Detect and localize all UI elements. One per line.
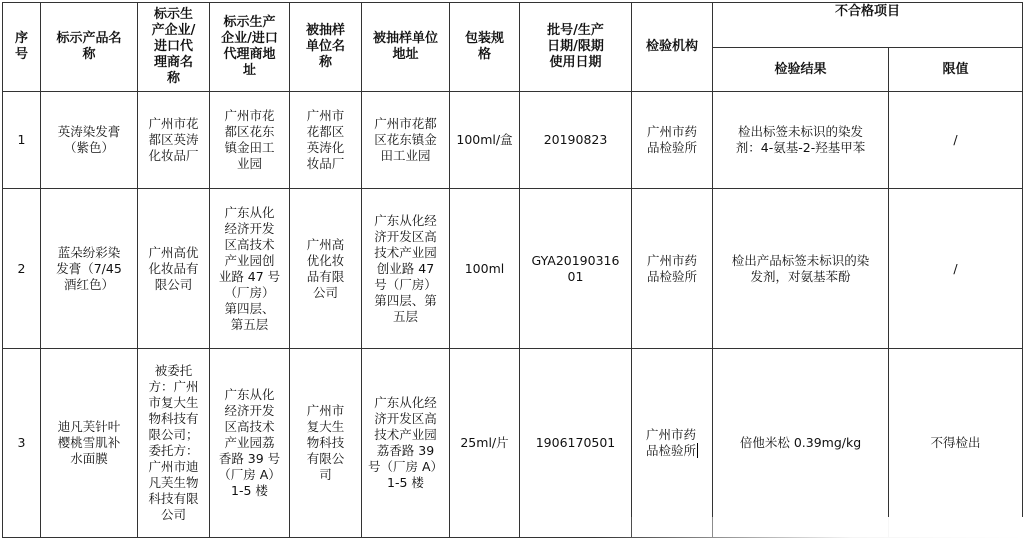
header-limit: 限值	[889, 48, 1023, 92]
table-row	[3, 349, 1023, 538]
header-result: 检验结果	[713, 48, 889, 92]
seq-cell: 3	[3, 349, 41, 538]
seq-cell: 2	[3, 189, 41, 349]
batch-date-cell: 1906170501	[520, 349, 632, 538]
header-package-spec: 包装规 格	[450, 3, 520, 92]
result-cell: 检出产品标签未标识的染 发剂，对氨基苯酚	[713, 189, 889, 349]
text-cursor	[697, 443, 698, 458]
product-name-cell: 英涛染发膏 （紫色）	[41, 92, 138, 189]
sampled-unit-cell: 广州市 花都区 英涛化 妆品厂	[290, 92, 362, 189]
manufacturer-address-cell: 广东从化 经济开发 区高技术 产业园创 业路 47 号 （厂房） 第四层、 第五层	[210, 189, 290, 349]
sampled-address-cell: 广东从化经 济开发区高 技术产业园 创业路 47 号（厂房） 第四层、第 五层	[362, 189, 450, 349]
manufacturer-address-cell: 广东从化 经济开发 区高技术 产业园荔 香路 39 号 （厂房 A） 1-5 楼	[210, 349, 290, 538]
manufacturer-cell: 被委托 方：广州 市复大生 物科技有 限公司； 委托方： 广州市迪 凡芙生物 科技有限 公司	[138, 349, 210, 538]
limit-cell: 不得检出	[889, 349, 1023, 538]
sampled-unit-cell: 广州市 复大生 物科技 有限公 司	[290, 349, 362, 538]
limit-cell: /	[889, 189, 1023, 349]
header-sampled-address: 被抽样单位 地址	[362, 3, 450, 92]
batch-date-cell: GYA20190316 01	[520, 189, 632, 349]
manufacturer-cell: 广州市花 都区英涛 化妆品厂	[138, 92, 210, 189]
header-inspection-agency: 检验机构	[632, 3, 713, 92]
product-name-cell: 迪凡芙针叶 樱桃雪肌补 水面膜	[41, 349, 138, 538]
table-row	[3, 189, 1023, 349]
inspection-agency-cell: 广州市药 品检验所	[632, 189, 713, 349]
table-row	[3, 92, 1023, 189]
manufacturer-address-cell: 广州市花 都区花东 镇金田工 业园	[210, 92, 290, 189]
package-spec-cell: 100ml	[450, 189, 520, 349]
sampled-unit-cell: 广州高 优化妆 品有限 公司	[290, 189, 362, 349]
header-batch-date: 批号/生产 日期/限期 使用日期	[520, 3, 632, 92]
limit-cell: /	[889, 92, 1023, 189]
header-product-name: 标示产品名 称	[41, 3, 138, 92]
header-manufacturer-address: 标示生产 企业/进口 代理商地 址	[210, 3, 290, 92]
header-manufacturer: 标示生 产企业/ 进口代 理商名 称	[138, 3, 210, 92]
inspection-table	[2, 2, 1023, 538]
sampled-address-cell: 广东从化经 济开发区高 技术产业园 荔香路 39 号（厂房 A） 1-5 楼	[362, 349, 450, 538]
inspection-agency-cell: 广州市药 品检验所	[632, 92, 713, 189]
sampled-address-cell: 广州市花都 区花东镇金 田工业园	[362, 92, 450, 189]
inspection-agency-cell[interactable]: 广州市药 品检验所	[632, 349, 713, 538]
header-sampled-unit: 被抽样 单位名 称	[290, 3, 362, 92]
package-spec-cell: 100ml/盒	[450, 92, 520, 189]
batch-date-cell: 20190823	[520, 92, 632, 189]
product-name-cell: 蓝朵纷彩染 发膏（7/45 酒红色）	[41, 189, 138, 349]
header-failed-items: 不合格项目	[713, 3, 1023, 48]
result-cell: 倍他米松 0.39mg/kg	[713, 349, 889, 538]
package-spec-cell: 25ml/片	[450, 349, 520, 538]
result-cell: 检出标签未标识的染发 剂：4-氨基-2-羟基甲苯	[713, 92, 889, 189]
header-seq: 序 号	[3, 3, 41, 92]
header-row	[3, 3, 1023, 48]
manufacturer-cell: 广州高优 化妆品有 限公司	[138, 189, 210, 349]
seq-cell: 1	[3, 92, 41, 189]
image-edge-fade	[594, 517, 1024, 551]
